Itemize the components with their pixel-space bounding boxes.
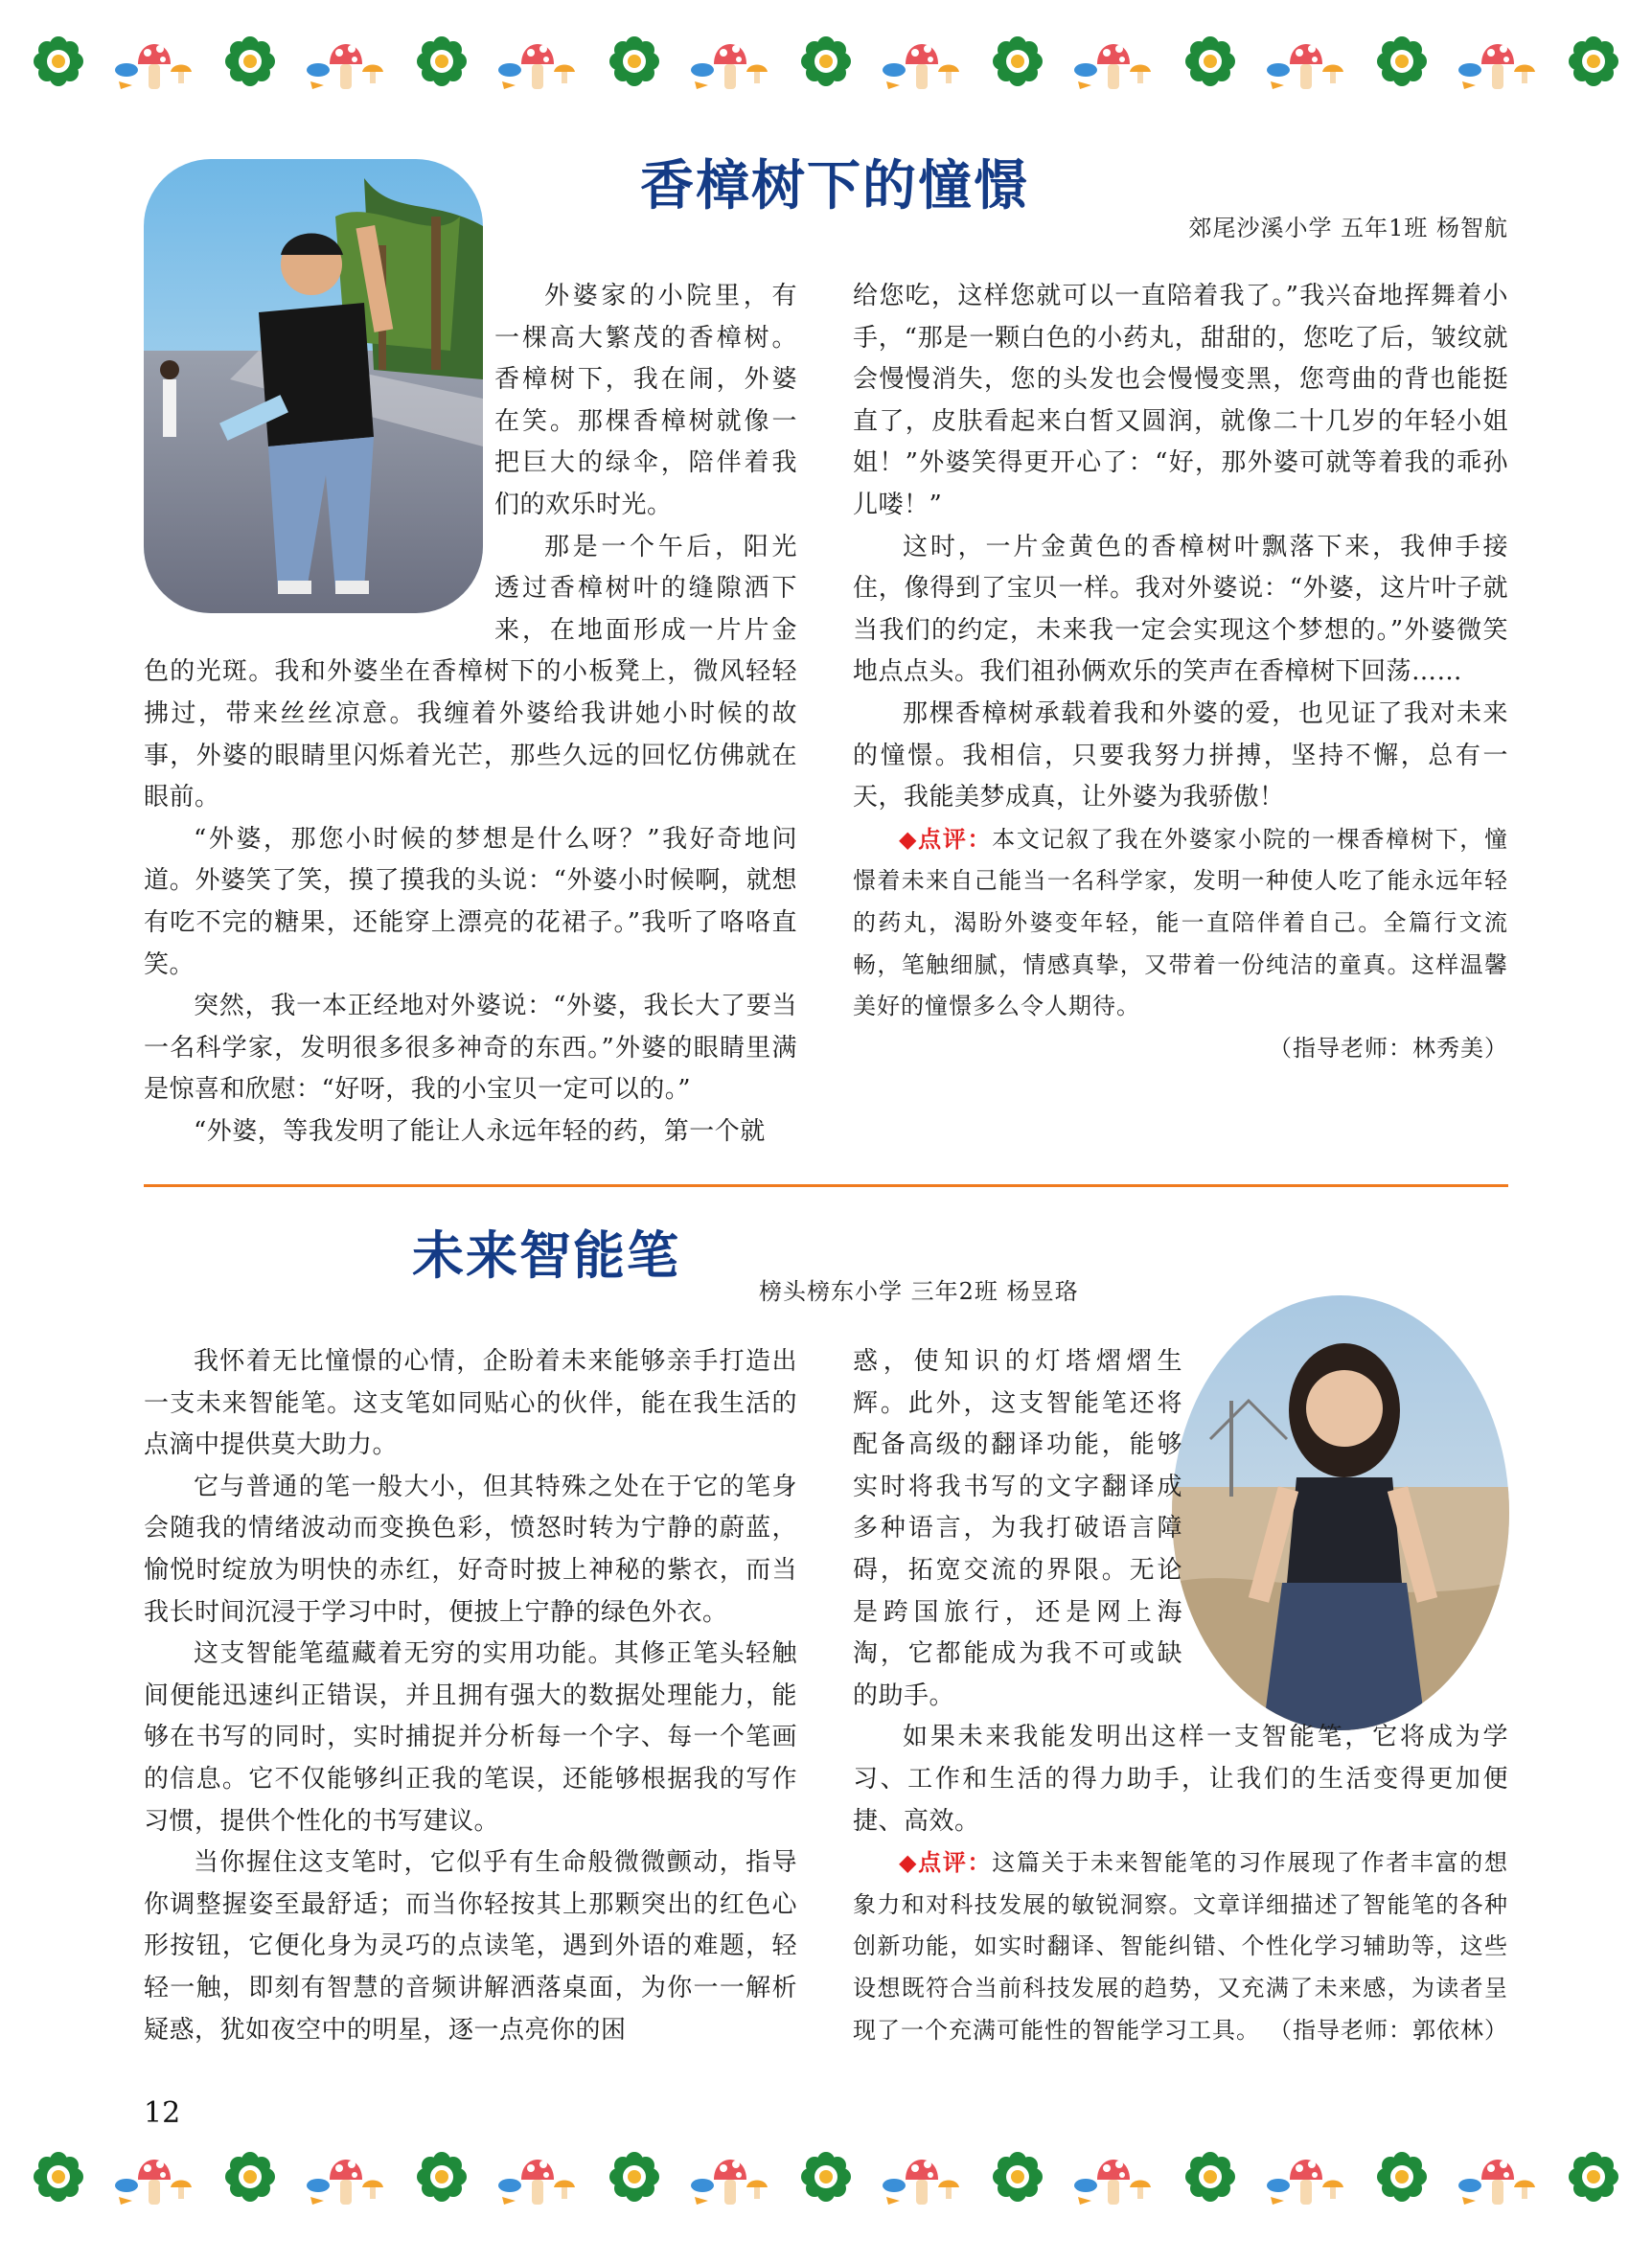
paragraph: 这支智能笔蕴藏着无穷的实用功能。其修正笔头轻触间便能迅速纠正错误，并且拥有强大的数据处理能力，能够在书写的同时，实时捕捉并分析每一个字、每一个笔画的信息。它不仅能够纠正我的笔误，还能够根据我的写作习惯，提供个性化的书写建议。 — [144, 1639, 797, 1836]
flower-icon — [1183, 34, 1237, 88]
paragraph: “外婆，那您小时候的梦想是什么呀？”我好奇地问道。外婆笑了笑，摸了摸我的头说：“外婆小时候啊，就想有吃不完的糖果，还能穿上漂亮的花裙子。”我听了咯咯直笑。 — [144, 824, 797, 979]
mushroom-icon — [1265, 2143, 1347, 2210]
flower-icon — [1567, 2150, 1620, 2204]
paragraph: 这时，一片金黄色的香樟树叶飘落下来，我伸手接住，像得到了宝贝一样。我对外婆说：“外婆，这片叶子就当我们的约定，未来我一定会实现这个梦想的。”外婆微笑地点点头。我们祖孙俩欢乐的笑声在香樟树下回荡…… — [853, 532, 1508, 687]
bottom-decorative-border — [0, 2138, 1652, 2215]
mushroom-icon — [689, 2143, 771, 2210]
article2-title: 未来智能笔 — [412, 1225, 680, 1286]
paragraph: 突然，我一本正经地对外婆说：“外婆，我长大了要当一名科学家，发明很多很多神奇的东西。”外婆的眼睛里满是惊喜和欣慰：“好呀，我的小宝贝一定可以的。” — [144, 992, 797, 1105]
flower-icon — [608, 2150, 661, 2204]
paragraph: 给您吃，这样您就可以一直陪着我了。”我兴奋地挥舞着小手，“那是一颗白色的小药丸，甜甜的，您吃了后，皱纹就会慢慢消失，您的头发也会慢慢变黑，您弯曲的背也能挺直了，皮肤看起来白皙又圆润，就像二十几岁的年轻小姐姐！”外婆笑得更开心了：“好，那外婆可就等着我的乖孙儿喽！” — [853, 282, 1508, 519]
mushroom-icon — [1265, 28, 1347, 95]
paragraph: 那是一个午后，阳光透过香樟树叶的缝隙洒下来，在地面形成一片片金色的光斑。我和外婆坐在香樟树下的小板凳上，微风轻轻拂过，带来丝丝凉意。我缠着外婆给我讲她小时候的故事，外婆的眼睛里闪烁着光芒，那些久远的回忆仿佛就在眼前。 — [144, 532, 797, 812]
flower-icon — [415, 34, 469, 88]
mushroom-icon — [496, 2143, 579, 2210]
mushroom-icon — [1072, 2143, 1155, 2210]
paragraph: “外婆，等我发明了能让人永远年轻的药，第一个就 — [194, 1116, 766, 1146]
article2-column-right — [853, 1341, 1508, 2051]
page-number: 12 — [144, 2096, 181, 2130]
flower-icon — [799, 34, 853, 88]
top-decorative-border — [0, 23, 1652, 100]
mushroom-icon — [689, 28, 771, 95]
paragraph: 我怀着无比憧憬的心情，企盼着未来能够亲手打造出一支未来智能笔。这支笔如同贴心的伙伴，能在我生活的点滴中提供莫大助力。 — [144, 1347, 797, 1460]
flower-icon — [223, 2150, 277, 2204]
flower-icon — [223, 34, 277, 88]
paragraph: 惑，使知识的灯塔熠熠生辉。此外，这支智能笔还将配备高级的翻译功能，能够实时将我书写的文字翻译成多种语言，为我打破语言障碍，拓宽交流的界限。无论是跨国旅行，还是网上海淘，它都能成为我不可或缺的助手。 — [853, 1347, 1182, 1710]
article2-column-left — [144, 1341, 797, 2051]
photo-spacer — [144, 276, 494, 648]
mushroom-icon — [881, 28, 963, 95]
review-text: 这篇关于未来智能笔的习作展现了作者丰富的想象力和对科技发展的敏锐洞察。文章详细描述了智能笔的各种创新功能，如实时翻译、智能纠错、个性化学习辅助等，这些设想既符合当前科技发展的趋势，又充满了未来感，为读者呈现了一个充满可能性的智能学习工具。 — [853, 1849, 1508, 2044]
teacher-credit: （指导老师：郭依林） — [1269, 2016, 1508, 2044]
mushroom-icon — [113, 2143, 195, 2210]
mushroom-icon — [113, 28, 195, 95]
flower-icon — [32, 34, 85, 88]
paragraph: 那棵香樟树承载着我和外婆的爱，也见证了我对未来的憧憬。我相信，只要我努力拼搏，坚持不懈，总有一天，我能美梦成真，让外婆为我骄傲！ — [853, 698, 1508, 812]
mushroom-icon — [305, 2143, 387, 2210]
paragraph: 当你握住这支笔时，它似乎有生命般微微颤动，指导你调整握姿至最舒适；而当你轻按其上那颗突出的红色心形按钮，它便化身为灵巧的点读笔，遇到外语的难题，轻轻一触，即刻有智慧的音频讲解洒落桌面，为你一一解析疑惑，犹如夜空中的明星，逐一点亮你的困 — [144, 1848, 797, 2045]
review-paragraph — [853, 819, 1508, 1028]
flower-icon — [991, 34, 1044, 88]
flower-icon — [1567, 34, 1620, 88]
flower-icon — [608, 34, 661, 88]
mushroom-icon — [496, 28, 579, 95]
paragraph: 它与普通的笔一般大小，但其特殊之处在于它的笔身会随我的情绪波动而变换色彩，愤怒时转为宁静的蔚蓝，愉悦时绽放为明快的赤红，好奇时披上神秘的紫衣，而当我长时间沉浸于学习中时，便披上宁静的绿色外衣。 — [144, 1472, 797, 1627]
paragraph: 外婆家的小院里，有一棵高大繁茂的香樟树。香樟树下，我在闹，外婆在笑。那棵香樟树就像一把巨大的绿伞，陪伴着我们的欢乐时光。 — [494, 282, 797, 519]
flower-icon — [799, 2150, 853, 2204]
mushroom-icon — [305, 28, 387, 95]
article1-column-right — [853, 276, 1508, 1069]
review-label: ◆点评： — [899, 825, 993, 853]
paragraph: 如果未来我能发明出这样一支智能笔，它将成为学习、工作和生活的得力助手，让我们的生活变得更加便捷、高效。 — [853, 1723, 1508, 1836]
flower-icon — [1183, 2150, 1237, 2204]
mushroom-icon — [1457, 2143, 1539, 2210]
article-divider — [144, 1184, 1508, 1187]
article1-byline: 郊尾沙溪小学 五年1班 杨智航 — [1188, 215, 1508, 241]
review-label: ◆点评： — [899, 1849, 993, 1877]
flower-icon — [991, 2150, 1044, 2204]
flower-icon — [32, 2150, 85, 2204]
flower-icon — [1375, 34, 1429, 88]
flower-icon — [415, 2150, 469, 2204]
flower-icon — [1375, 2150, 1429, 2204]
article1-title: 香樟树下的憧憬 — [640, 155, 1029, 217]
mushroom-icon — [881, 2143, 963, 2210]
article2-byline: 榜头榜东小学 三年2班 杨昱珞 — [759, 1278, 1079, 1305]
photo-spacer — [1182, 1341, 1508, 1717]
mushroom-icon — [1072, 28, 1155, 95]
teacher-credit: （指导老师：林秀美） — [1269, 1034, 1508, 1062]
review-text: 本文记叙了我在外婆家小院的一棵香樟树下，憧憬着未来自己能当一名科学家，发明一种使人吃了能永远年轻的药丸，渴盼外婆变年轻，能一直陪伴着自己。全篇行文流畅，笔触细腻，情感真挚，又带着一份纯洁的童真。这样温馨美好的憧憬多么令人期待。 — [853, 825, 1508, 1020]
mushroom-icon — [1457, 28, 1539, 95]
article1-column-left — [144, 276, 797, 1153]
